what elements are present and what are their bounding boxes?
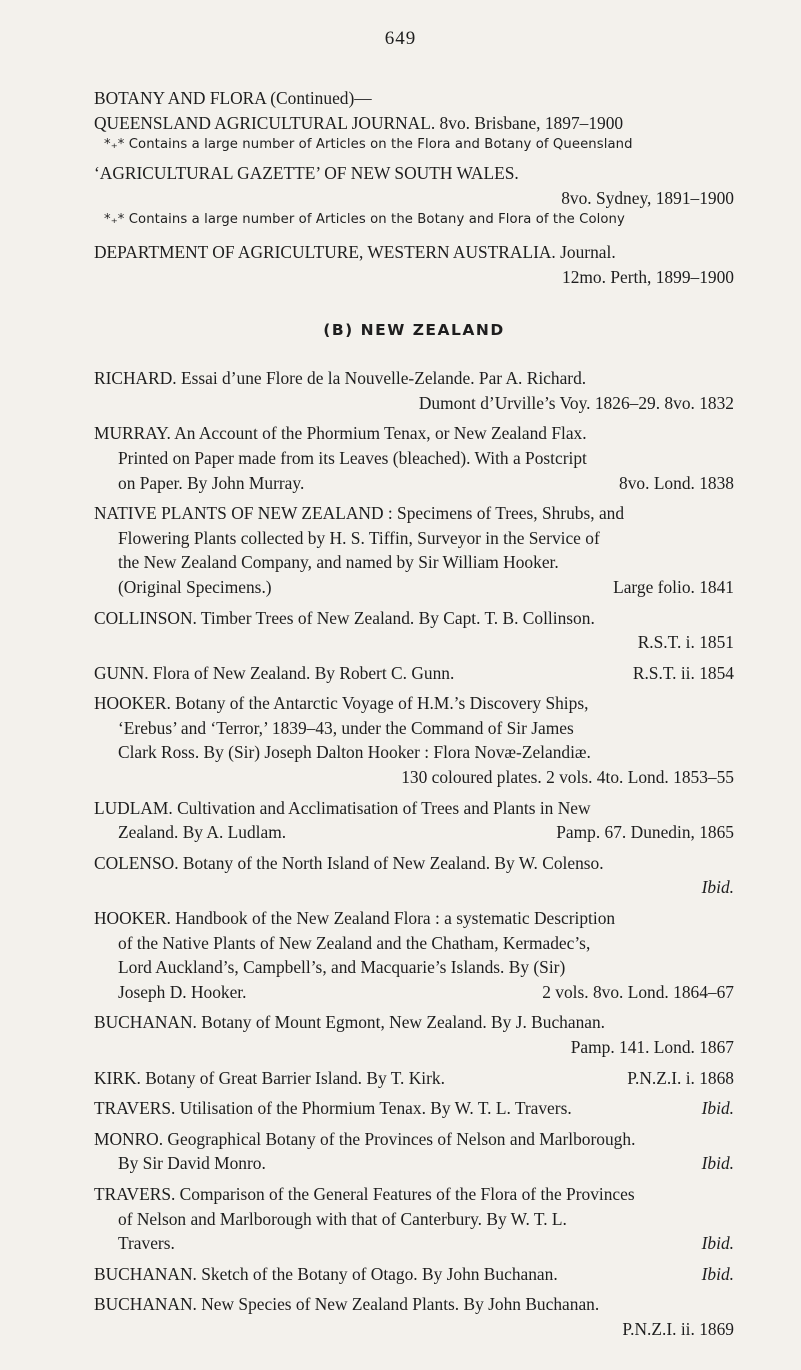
entry-line: COLENSO. Botany of the North Island of New Zealand. By W. Colenso. <box>94 852 604 873</box>
entry-western-australia <box>94 240 734 289</box>
entry-line: of Nelson and Marlborough with that of Canterbury. By W. T. L. <box>118 1208 567 1229</box>
entry-imprint: Pamp. 67. Dunedin, 1865 <box>556 822 734 843</box>
entry-imprint: R.S.T. ii. 1854 <box>632 662 734 683</box>
entry-line: Printed on Paper made from its Leaves (bleached). With a Postcript <box>118 447 587 468</box>
entry-native-plants <box>94 501 734 599</box>
entry-line: HOOKER. Handbook of the New Zealand Flora : a systematic Description <box>94 908 616 929</box>
entry-imprint: 130 coloured plates. 2 vols. 4to. Lond. 1853–55 <box>401 767 734 788</box>
entry-line: (Original Specimens.) <box>118 576 272 597</box>
entry-colenso <box>94 851 734 900</box>
entry-imprint: Dumont d’Urville’s Voy. 1826–29. 8vo. 1832 <box>418 392 734 413</box>
entry-line: HOOKER. Botany of the Antarctic Voyage of H.M.’s Discovery Ships, <box>94 693 589 714</box>
entry-travers-phormium <box>94 1096 734 1121</box>
entry-line: TRAVERS. Utilisation of the Phormium Tenax. By W. T. L. Travers. <box>94 1098 572 1119</box>
entry-imprint: 8vo. Lond. 1838 <box>619 472 734 493</box>
entry-line: Travers. <box>118 1233 175 1254</box>
entry-collinson <box>94 606 734 655</box>
entry-imprint: Large folio. 1841 <box>613 576 734 597</box>
entry-imprint: Ibid. <box>701 877 734 898</box>
entry-imprint: Ibid. <box>701 1153 734 1174</box>
section-title: (B) NEW ZEALAND <box>323 320 505 339</box>
entry-queensland <box>94 111 734 156</box>
entry-line: By Sir David Monro. <box>118 1153 266 1174</box>
entry-line: ‘AGRICULTURAL GAZETTE’ OF NEW SOUTH WALES. <box>94 163 519 184</box>
entry-murray <box>94 421 734 495</box>
entry-line: NATIVE PLANTS OF NEW ZEALAND : Specimens of Trees, Shrubs, and <box>94 503 625 524</box>
entry-line: Clark Ross. By (Sir) Joseph Dalton Hooker : Flora Novæ-Zelandiæ. <box>118 742 591 763</box>
entry-hooker-antarctic <box>94 691 734 789</box>
entry-imprint: Pamp. 141. Lond. 1867 <box>570 1037 734 1057</box>
entry-ludlam <box>94 796 734 845</box>
continued-heading: BOTANY AND FLORA (Continued)— <box>94 88 372 108</box>
entry-line-split <box>94 661 734 686</box>
entry-line-split <box>94 1262 734 1287</box>
catalogue-content <box>94 86 734 1348</box>
page-number: 649 <box>384 28 417 49</box>
entry-line-split <box>94 1231 734 1256</box>
entry-buchanan-egmont <box>94 1010 734 1059</box>
entry-line: MURRAY. An Account of the Phormium Tenax, or New Zealand Flax. <box>94 423 587 444</box>
entry-line-split <box>94 1096 734 1121</box>
entry-line: COLLINSON. Timber Trees of New Zealand. By Capt. T. B. Collinson. <box>94 607 595 628</box>
entry-monro <box>94 1127 734 1176</box>
entry-imprint: 8vo. Sydney, 1891–1900 <box>561 187 734 208</box>
entry-line-split <box>94 980 734 1005</box>
entry-line: the New Zealand Company, and named by Sir William Hooker. <box>118 552 559 573</box>
entry-line-split <box>94 575 734 600</box>
entry-gunn <box>94 661 734 686</box>
entry-kirk <box>94 1066 734 1091</box>
entry-imprint: R.S.T. i. 1851 <box>637 632 734 653</box>
entry-line-split <box>94 471 734 496</box>
entry-line: LUDLAM. Cultivation and Acclimatisation of Trees and Plants in New <box>94 797 591 818</box>
entry-richard <box>94 366 734 415</box>
entry-line: Flowering Plants collected by H. S. Tiffin, Surveyor in the Service of <box>118 527 600 548</box>
entry-line: ‘Erebus’ and ‘Terror,’ 1839–43, under the Command of Sir James <box>118 717 574 738</box>
entry-hooker-handbook <box>94 906 734 1004</box>
entry-line: BUCHANAN. Botany of Mount Egmont, New Zealand. By J. Buchanan. <box>94 1012 606 1033</box>
entry-imprint: P.N.Z.I. ii. 1869 <box>622 1318 734 1339</box>
entry-line: GUNN. Flora of New Zealand. By Robert C. Gunn. <box>94 662 455 683</box>
entry-line: KIRK. Botany of Great Barrier Island. By T. Kirk. <box>94 1067 445 1088</box>
entry-line: Joseph D. Hooker. <box>118 981 247 1002</box>
entry-line-split <box>94 1151 734 1176</box>
entry-line: QUEENSLAND AGRICULTURAL JOURNAL. 8vo. Brisbane, 1897–1900 <box>94 112 624 133</box>
entry-imprint: Ibid. <box>701 1263 734 1284</box>
entry-line: of the Native Plants of New Zealand and the Chatham, Kermadec’s, <box>118 932 591 953</box>
entry-buchanan-species <box>94 1292 734 1341</box>
entry-line: DEPARTMENT OF AGRICULTURE, WESTERN AUSTRALIA. Journal. <box>94 242 616 263</box>
entry-line-split <box>94 1066 734 1091</box>
entry-imprint: 12mo. Perth, 1899–1900 <box>562 266 734 287</box>
entry-note: *₊* Contains a large number of Articles on the Flora and Botany of Queensland <box>104 137 633 153</box>
entry-imprint: Ibid. <box>701 1233 734 1254</box>
entry-line: Zealand. By A. Ludlam. <box>118 822 287 843</box>
entry-nsw-gazette <box>94 161 734 230</box>
entry-line: RICHARD. Essai d’une Flore de la Nouvelle-Zelande. Par A. Richard. <box>94 368 587 389</box>
entry-line: BUCHANAN. Sketch of the Botany of Otago. By John Buchanan. <box>94 1263 558 1284</box>
entry-line: BUCHANAN. New Species of New Zealand Plants. By John Buchanan. <box>94 1294 600 1315</box>
entry-line: MONRO. Geographical Botany of the Provinces of Nelson and Marlborough. <box>94 1128 636 1149</box>
entry-imprint: Ibid. <box>701 1098 734 1119</box>
entry-line: on Paper. By John Murray. <box>118 472 305 493</box>
entry-note: *₊* Contains a large number of Articles on the Botany and Flora of the Colony <box>104 212 625 228</box>
entry-line-split <box>94 820 734 845</box>
entry-line: Lord Auckland’s, Campbell’s, and Macquarie’s Islands. By (Sir) <box>118 957 566 978</box>
entry-line: TRAVERS. Comparison of the General Features of the Flora of the Provinces <box>94 1183 635 1204</box>
entry-imprint: 2 vols. 8vo. Lond. 1864–67 <box>542 981 734 1002</box>
entry-travers-comparison <box>94 1182 734 1256</box>
entry-buchanan-otago <box>94 1262 734 1287</box>
entry-imprint: P.N.Z.I. i. 1868 <box>627 1067 734 1088</box>
